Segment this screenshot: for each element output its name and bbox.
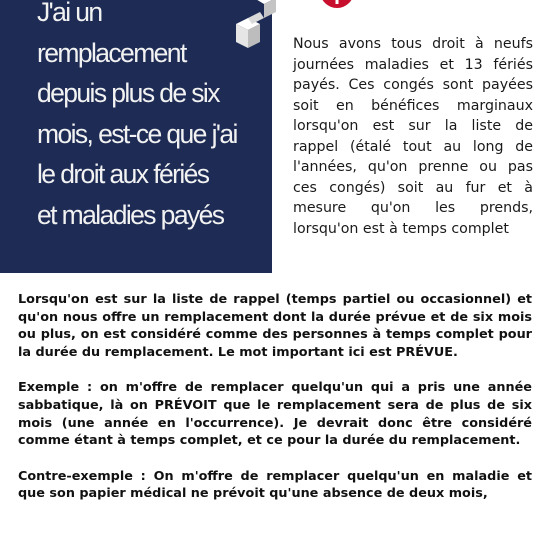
question-line: mois, est-ce que j'ai [37,118,237,149]
answer-text: Nous avons tous droit à neufs journées maladies et 13 fériés payés. Ces congés sont payées soit en bénéfices marginaux lorsqu'on est sur la liste de rappel (étalé tout au long de l'années, qu'on prenne ou pas ces congés) soit au fur et à mesure qu'on les prends, lorsqu'on est à temps complet [293,36,533,237]
logo-icon [320,0,354,8]
question-line: remplacement [37,37,186,68]
question-line: depuis plus de six [37,78,219,108]
question-line: le droit aux fériés [37,159,209,189]
question-line: J'ai un [37,0,102,27]
question-mark-icon [232,0,276,56]
body-paragraph: Contre-exemple : On m'offre de remplacer quelqu'un en maladie et que son papier médical ne prévoit qu'une absence de deux mois, [18,468,532,502]
question-line: et maladies payés [37,199,224,230]
body-paragraph: Lorsqu'on est sur la liste de rappel (temps partiel ou occasionnel) et qu'on nous offre un remplacement dont la durée prévue et de six mois ou plus, on est considéré comme des personnes à temps complet pour la durée du remplacement. Le mot important ici est PRÉVUE. [18,292,532,360]
body-paragraph: Exemple : on m'offre de remplacer quelqu'un qui a pris une année sabbatique, là on PRÉVOIT que le remplacement sera de plus de six mois (une année en l'occurrence). Je devrait donc être considéré comme étant à temps complet, et ce pour la durée du remplacement. [18,380,532,449]
body-text [18,291,532,521]
